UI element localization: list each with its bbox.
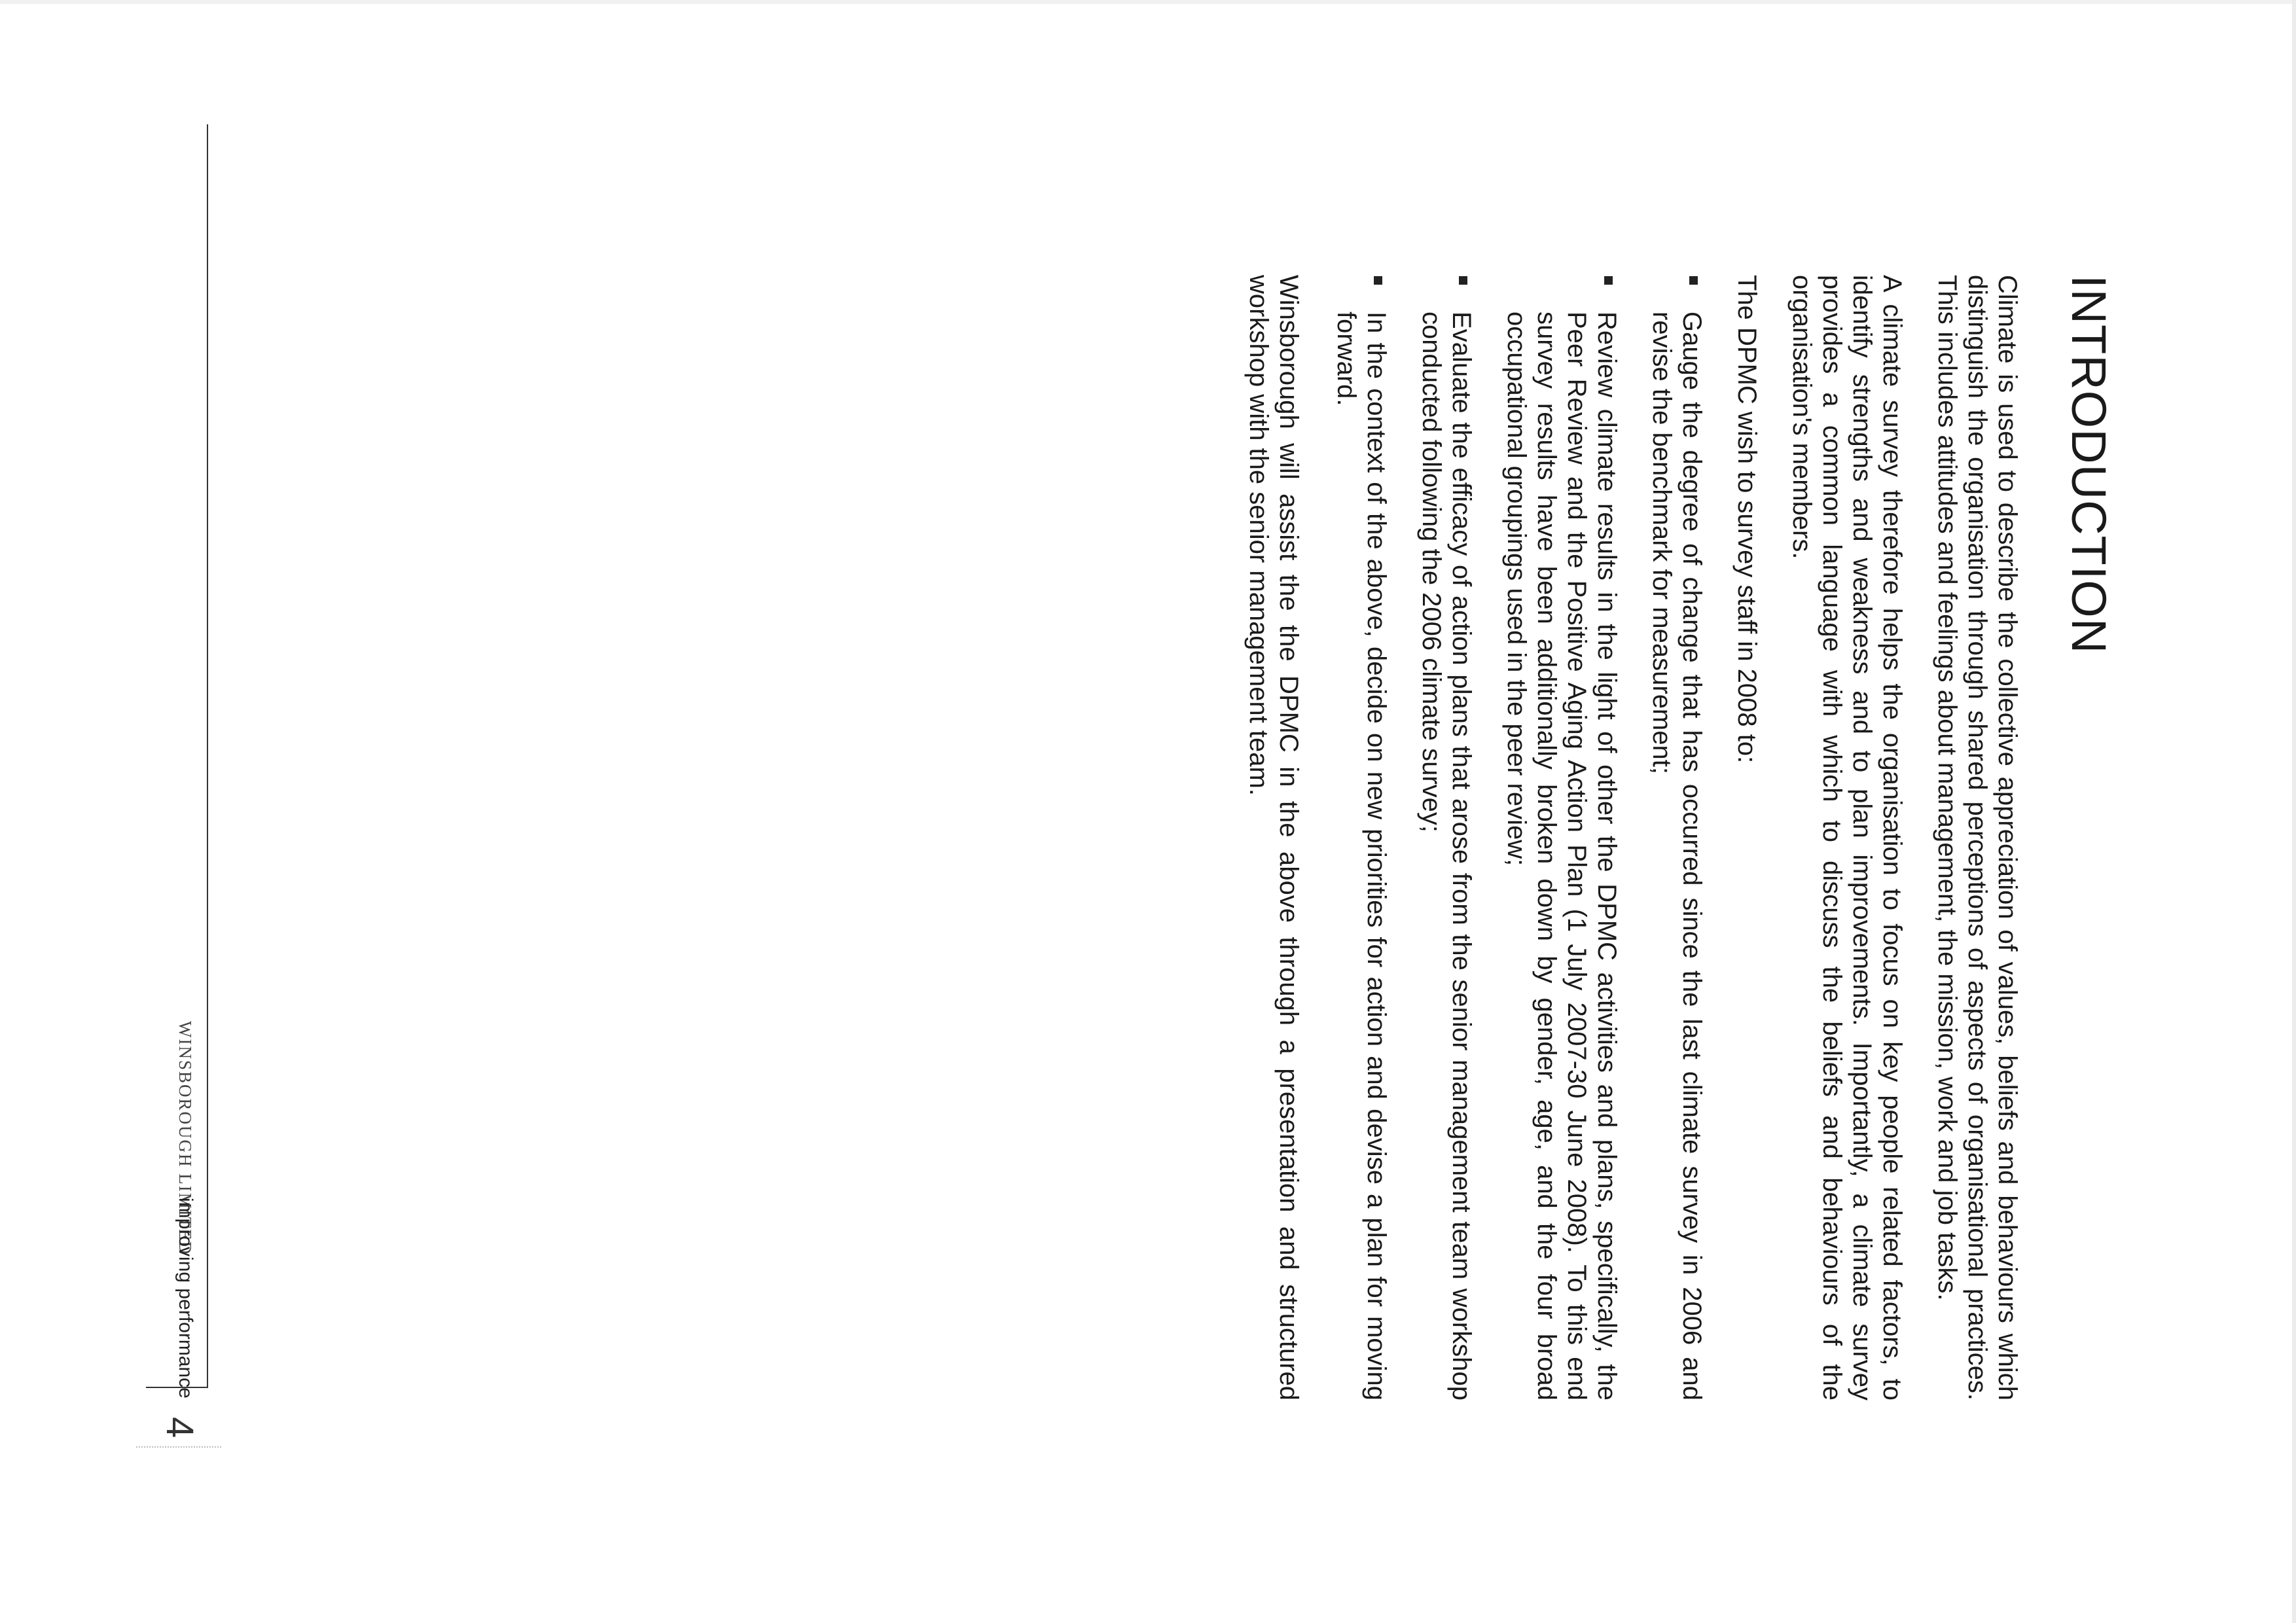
- square-bullet-icon: [1459, 276, 1467, 285]
- page-title: INTRODUCTION: [2062, 275, 2116, 654]
- list-item-text: Evaluate the efficacy of action plans that arose from the senior management team workshop conducted following the 2006 climate survey;: [1417, 312, 1476, 1400]
- square-bullet-icon: [1689, 276, 1698, 285]
- footer-divider: [207, 124, 208, 1387]
- document-body: [1219, 275, 2116, 1400]
- page-number: 4: [158, 1417, 201, 1438]
- scan-dotted-line: [136, 1446, 221, 1449]
- footer-tagline: improving performance: [175, 1198, 196, 1399]
- list-item-text: Review climate results in the light of other the DPMC activities and plans, specifically, the Peer Review and the Positive Aging Action Plan (1 July 2007-30 June 2008). To this end survey results have been additionally broken down by gender, age, and the four broad occupational groupings used in the peer review;: [1502, 312, 1621, 1400]
- list-item-text: In the context of the above, decide on new priorities for action and devise a plan for moving forward.: [1332, 312, 1391, 1400]
- paragraph-winsborough-assist: Winsborough will assist the the DPMC in the above through a presentation and structured workshop with the senior management team.: [1244, 275, 1303, 1400]
- objectives-list: [1331, 275, 1707, 1400]
- list-item: [1331, 275, 1391, 1400]
- list-item: [1416, 275, 1477, 1400]
- paragraph-climate-definition: Climate is used to describe the collective appreciation of values, beliefs and behaviours which distinguish the organisation through shared perceptions of aspects of organisational practices. This includes attitudes and feelings about management, the mission, work and job tasks.: [1933, 275, 2022, 1400]
- footer-brand: WINSBOROUGH LIMITED: [175, 1021, 195, 1256]
- list-item: [1647, 275, 1707, 1400]
- paragraph-survey-intro: The DPMC wish to survey staff in 2008 to:: [1732, 275, 1761, 764]
- list-item: [1501, 275, 1622, 1400]
- square-bullet-icon: [1604, 276, 1613, 285]
- page-footer: [136, 124, 208, 1486]
- square-bullet-icon: [1374, 276, 1382, 285]
- paragraph-climate-survey: A climate survey therefore helps the organisation to focus on key people related factors, to identify strengths and weakness and to plan improvements. Importantly, a climate survey provides a common language with which to discuss the beliefs and behaviours of the organisation's members.: [1787, 275, 1907, 1400]
- list-item-text: Gauge the degree of change that has occurred since the last climate survey in 2006 and revise the benchmark for measurement;: [1647, 312, 1706, 1400]
